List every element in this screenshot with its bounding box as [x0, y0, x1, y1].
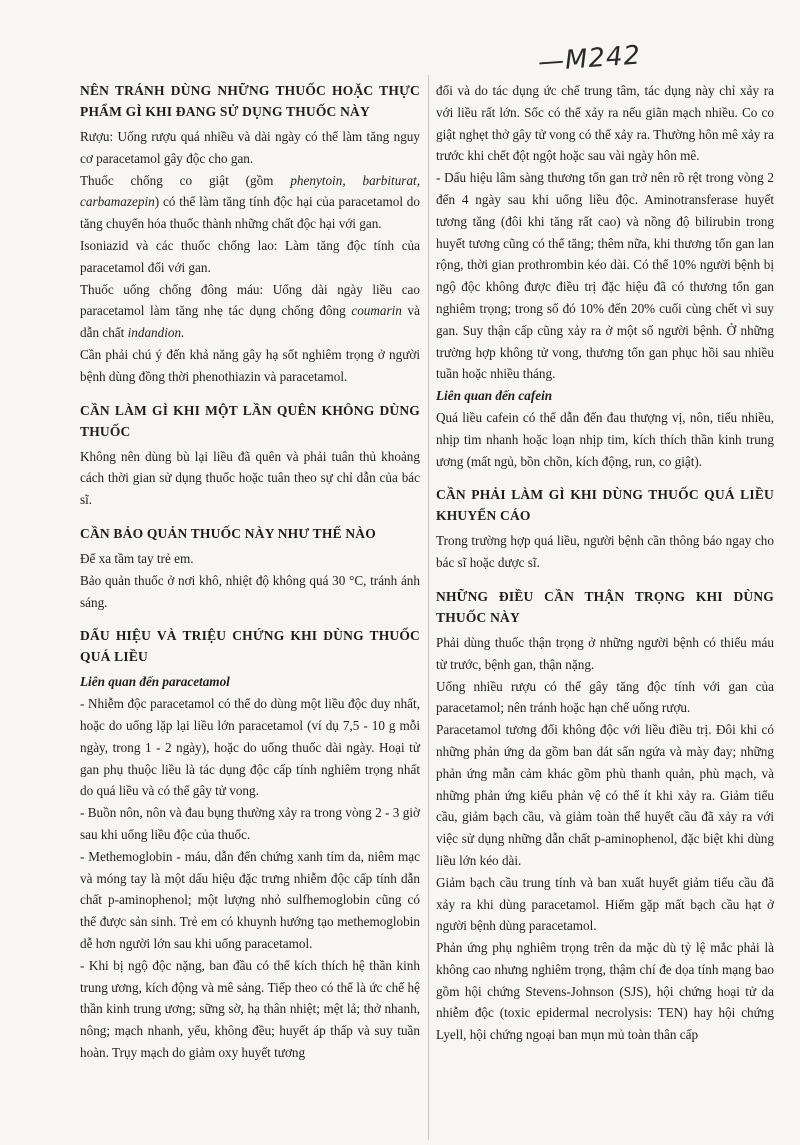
paragraph-anticonvulsants: Thuốc chống co giật (gồm phenytoin, barbiturat, carbamazepin) có thể làm tăng tính độc hại của paracetamol do tăng chuyển hóa thuốc thành những chất độc hại với gan.	[80, 172, 420, 232]
handwritten-annotation: —M242	[537, 40, 642, 78]
subheading-paracetamol: Liên quan đến paracetamol	[80, 674, 230, 690]
paragraph-phenothiazin: Cần phải chú ý đến khả năng gây hạ sốt nghiêm trọng ở người bệnh dùng đồng thời phenothiazin và paracetamol.	[80, 346, 420, 384]
paragraph-overdose-3: - Methemoglobin - máu, dẫn đến chứng xanh tím da, niêm mạc và móng tay là một dấu hiệu đặc trưng nhiễm độc cấp tính dẫn chất p-aminophenol; một lượng nhỏ sulfhemoglobin cũng có thể được sản sinh. Trẻ em có khuynh hướng tạo methemoglobin dễ hơn người lớn sau khi uống paracetamol.	[80, 848, 420, 951]
paragraph-liver-damage: - Dấu hiệu lâm sàng thương tổn gan trở nên rõ rệt trong vòng 2 đến 4 ngày sau khi uống liều độc. Aminotransferase huyết tương tăng (đôi khi tăng rất cao) và nồng độ bilirubin trong huyết tương cũng có thể tăng; thêm nữa, khi thương tổn gan lan rộng, thời gian prothrombin kéo dài. Có thể 10% người bệnh bị ngộ độc không được điều trị đặc hiệu đã có thương tổn gan nghiêm trọng; trong số đó 10% đến 20% cuối cùng chết vì suy gan. Suy thận cấp cũng xảy ra ở một số người bệnh. Ở những trường hợp không tử vong, thương tổn gan phục hồi sau nhiều tuần hoặc nhiều tháng.	[436, 170, 774, 382]
paragraph-precaution-2: Uống nhiều rượu có thể gây tăng độc tính với gan của paracetamol; nên tránh hoặc hạn chế uống rượu.	[436, 678, 774, 716]
paragraph-overdose-2: - Buồn nôn, nôn và đau bụng thường xảy ra trong vòng 2 - 3 giờ sau khi uống liều độc của thuốc.	[80, 805, 420, 842]
paragraph-precaution-4: Giảm bạch cầu trung tính và ban xuất huyết giảm tiểu cầu đã xảy ra khi dùng paracetamol. Hiếm gặp mất bạch cầu hạt ở người bệnh dùng paracetamol.	[436, 874, 774, 934]
right-column	[436, 80, 774, 1046]
paragraph-overdose-action: Trong trường hợp quá liều, người bệnh cần thông báo ngay cho bác sĩ hoặc dược sĩ.	[436, 533, 774, 571]
section-title-precautions: NHỮNG ĐIỀU CẦN THẬN TRỌNG KHI DÙNG THUỐC NÀY	[436, 588, 774, 625]
paragraph-cafein: Quá liều cafein có thể dẫn đến đau thượng vị, nôn, tiểu nhiều, nhịp tim nhanh hoặc loạn nhịp tim, kích thích thần kinh trung ương (mất ngủ, bồn chồn, kích động, run, co giật).	[436, 409, 774, 469]
section-title-overdose-signs: DẤU HIỆU VÀ TRIỆU CHỨNG KHI DÙNG THUỐC QUÁ LIỀU	[80, 628, 420, 665]
paragraph-anticoagulants: Thuốc uống chống đông máu: Uống dài ngày liều cao paracetamol làm tăng nhẹ tác dụng chống đông coumarin và dẫn chất indandion.	[80, 281, 420, 341]
paragraph-overdose-4: - Khi bị ngộ độc nặng, ban đầu có thể kích thích hệ thần kinh trung ương, kích động và mê sảng. Tiếp theo có thể là ức chế hệ thần kinh trung ương; sững sờ, hạ thân nhiệt; mệt lả; thở nhanh, nông; mạch nhanh, yếu, không đều; huyết áp thấp và suy tuần hoàn. Trụy mạch do giảm oxy huyết tương	[80, 957, 420, 1060]
subheading-cafein: Liên quan đến cafein	[436, 388, 553, 404]
column-divider	[428, 75, 429, 1140]
section-title-missed-dose: CẦN LÀM GÌ KHI MỘT LẦN QUÊN KHÔNG DÙNG THUỐC	[80, 402, 420, 439]
paragraph-isoniazid: Isoniazid và các thuốc chống lao: Làm tăng độc tính của paracetamol đối với gan.	[80, 237, 420, 275]
section-title-overdose-action: CẦN PHẢI LÀM GÌ KHI DÙNG THUỐC QUÁ LIỀU KHUYẾN CÁO	[436, 487, 774, 524]
paragraph-alcohol: Rượu: Uống rượu quá nhiều và dài ngày có thể làm tăng nguy cơ paracetamol gây độc cho gan.	[80, 129, 420, 166]
paragraph-overdose-1: - Nhiễm độc paracetamol có thể do dùng một liều độc duy nhất, hoặc do uống lặp lại liều lớn paracetamol (ví dụ 7,5 - 10 g mỗi ngày, trong 1 - 2 ngày), hoặc do uống thuốc dài ngày. Hoại tử gan phụ thuộc liều là tác dụng độc cấp tính nghiêm trọng nhất do quá liều và có thể gây tử vong.	[80, 696, 420, 799]
paragraph-precaution-5: Phản ứng phụ nghiêm trọng trên da mặc dù tỷ lệ mắc phải là không cao nhưng nghiêm trọng, thậm chí đe dọa tính mạng bao gồm hội chứng Stevens-Johnson (SJS), hội chứng hoại tử da nhiễm độc (toxic epidermal necrolysis: TEN) hay hội chứng Lyell, hội chứng ngoại ban mụn mủ toàn thân cấp	[436, 940, 774, 1043]
paragraph-storage-conditions: Bảo quản thuốc ở nơi khô, nhiệt độ không quá 30 °C, tránh ánh sáng.	[80, 572, 420, 610]
paragraph-storage-children: Để xa tầm tay trẻ em.	[80, 550, 194, 566]
section-title-storage: CẦN BẢO QUẢN THUỐC NÀY NHƯ THẾ NÀO	[80, 525, 376, 541]
paragraph-missed-dose: Không nên dùng bù lại liều đã quên và phải tuân thủ khoảng cách thời gian sử dụng thuốc hoặc tuân theo sự chỉ dẫn của bác sĩ.	[80, 448, 420, 508]
left-column	[80, 80, 420, 1064]
paragraph-continued: đối và do tác dụng ức chế trung tâm, tác dụng này chỉ xảy ra với liều rất lớn. Sốc có thể xảy ra nếu giãn mạch nhiều. Co co giật nghẹt thở gây tử vong có thể xảy ra. Thường hôn mê xảy ra trước khi chết đột ngột hoặc sau vài ngày hôn mê.	[436, 83, 774, 164]
section-title-avoid: NÊN TRÁNH DÙNG NHỮNG THUỐC HOẶC THỰC PHẨM GÌ KHI ĐANG SỬ DỤNG THUỐC NÀY	[80, 83, 420, 119]
paragraph-precaution-3: Paracetamol tương đối không độc với liều điều trị. Đôi khi có những phản ứng da gồm ban dát sẩn ngứa và mày đay; những phản ứng mẫn cảm khác gồm phù thanh quản, phù mạch, và những phản ứng kiểu phản vệ có thể ít khi xảy ra. Giảm tiểu cầu, giảm bạch cầu, và giảm toàn thể huyết cầu đã xảy ra với việc sử dụng những dẫn chất p-aminophenol, đặc biệt khi dùng liều lớn kéo dài.	[436, 722, 774, 868]
paragraph-precaution-1: Phải dùng thuốc thận trọng ở những người bệnh có thiếu máu từ trước, bệnh gan, thận nặng.	[436, 634, 774, 672]
